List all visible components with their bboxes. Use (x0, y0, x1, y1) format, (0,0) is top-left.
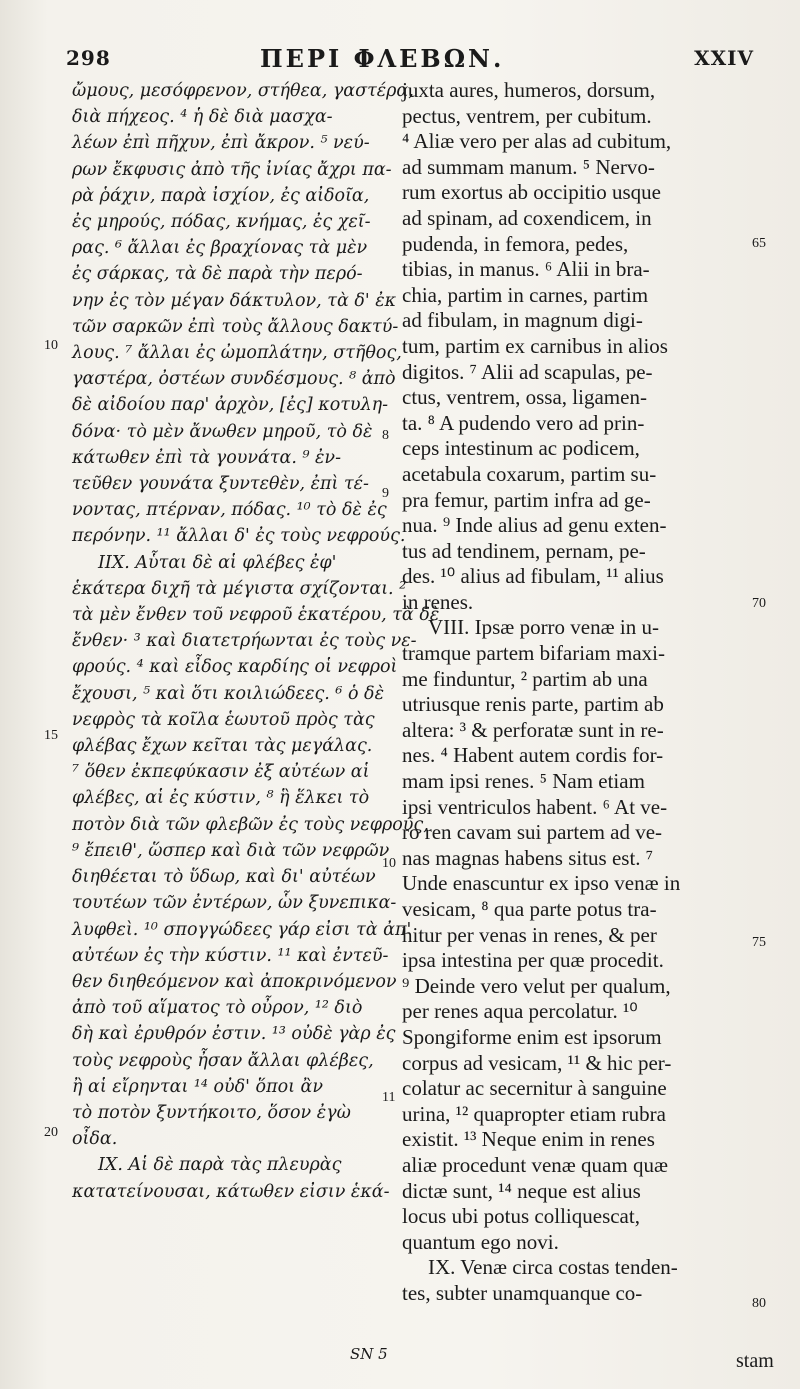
text-line: θεν διηθεόμενον καὶ ἀποκρινόμενον (72, 971, 397, 992)
text-line: γαστέρα, ὀστέων συνδέσμους. ⁸ ἀπὸ (72, 369, 396, 390)
text-line: utriusque renis parte, partim ab (402, 692, 664, 717)
text-line: Unde enascuntur ex ipso venæ in (402, 871, 681, 896)
text-line: mam ipsi renes. ⁵ Nam etiam (402, 769, 645, 794)
text-line: altera: ³ & perforatæ sunt in re- (402, 717, 664, 742)
text-line: in renes. (402, 589, 474, 614)
text-line: tum, partim ex carnibus in alios (402, 333, 668, 358)
text-line: ἐς μηρούς, πόδας, κνήμας, ἐς χεῖ- (72, 212, 371, 233)
text-line: vesicam, ⁸ qua parte potus tra- (402, 897, 657, 921)
line-number-left: 20 (44, 1125, 58, 1140)
text-line: acetabula coxarum, partim su- (402, 461, 657, 486)
text-line: nes. ⁴ Habent autem cordis for- (402, 743, 664, 768)
chapter-number: XXIV (694, 46, 754, 70)
text-line: pudenda, in femora, pedes, (402, 231, 629, 256)
text-line: τεῦθεν γουνάτα ξυντεθὲν, ἐπὶ τέ- (72, 474, 369, 495)
text-line: ὤμους, μεσόφρενον, στήθεα, γαστέρα, (72, 81, 414, 101)
text-line: me finduntur, ² partim ab una (402, 666, 648, 691)
text-line: τουτέων τῶν ἐντέρων, ὧν ξυνεπικα- (72, 893, 397, 914)
page-number: 298 (66, 46, 111, 70)
text-line: ἔχουσι, ⁵ καὶ ὅτι κοιλιώδεες. ⁶ ὁ δὲ (72, 683, 384, 704)
text-line: κάτωθεν ἐπὶ τὰ γουνάτα. ⁹ ἐν- (72, 447, 341, 468)
text-line: αὐτέων ἐς τὴν κύστιν. ¹¹ καὶ ἐντεῦ- (72, 945, 389, 966)
text-line: ad fibulam, in magnum digi- (402, 308, 643, 333)
text-line: tibias, in manus. ⁶ Alii in bra- (402, 257, 650, 282)
line-number-right: 80 (752, 1296, 766, 1311)
text-line: ἑκάτερα διχῆ τὰ μέγιστα σχίζονται. ² (72, 578, 407, 599)
text-line: locus ubi potus colliquescat, (402, 1204, 640, 1229)
text-line: existit. ¹³ Neque enim in renes (402, 1127, 655, 1152)
text-line: δὴ καὶ ἐρυθρόν ἐστιν. ¹³ οὐδὲ γὰρ ἐς (72, 1024, 396, 1045)
text-line: λέων ἐπὶ πῆχυν, ἐπὶ ἄκρον. ⁵ νεύ- (72, 133, 370, 154)
text-line: ⁹ Deinde vero velut per qualum, (402, 973, 671, 998)
line-number-right: 70 (752, 596, 766, 611)
text-line: quantum ego novi. (402, 1229, 559, 1254)
text-line: νοντας, πτέρναν, πόδας. ¹⁰ τὸ δὲ ἐς (72, 500, 387, 521)
text-line: ad summam manum. ⁵ Nervo- (402, 154, 655, 179)
text-line: φρούς. ⁴ καὶ εἶδος καρδίης οἱ νεφροὶ (72, 657, 398, 678)
text-line: aliæ procedunt venæ quam quæ (402, 1152, 668, 1177)
text-line: ipsi ventriculos habent. ⁶ At ve- (402, 794, 668, 819)
text-line: νεφρὸς τὰ κοῖλα ἑωυτοῦ πρὸς τὰς (72, 709, 375, 730)
text-line: νην ἐς τὸν μέγαν δάκτυλον, τὰ δ' ἐκ (72, 290, 397, 311)
text-line: colatur ac secernitur à sanguine (402, 1076, 667, 1101)
line-number-right: 65 (752, 236, 766, 251)
text-line: λους. ⁷ ἄλλαι ἐς ὠμοπλάτην, στῆθος, (72, 343, 402, 364)
text-line: ipsa intestina per quæ procedit. (402, 948, 664, 973)
text-line: τοὺς νεφροὺς ἦσαν ἄλλαι φλέβες, (72, 1050, 374, 1071)
line-number-right: 75 (752, 935, 766, 950)
text-line: ἐς σάρκας, τὰ δὲ παρὰ τὴν περό- (72, 264, 363, 285)
text-line: des. ¹⁰ alius ad fibulam, ¹¹ alius (402, 564, 664, 589)
text-line: φλέβες, αἱ ἐς κύστιν, ⁸ ἣ ἕλκει τὸ (72, 788, 370, 809)
text-line: per renes aqua percolatur. ¹⁰ (402, 999, 638, 1024)
text-line: tes, subter unamquanque co- (402, 1280, 643, 1305)
text-line: ⁷ ὅθεν ἐκπεφύκασιν ἐξ αὐτέων αἱ (72, 762, 370, 783)
text-line: hitur per venas in renes, & per (402, 922, 657, 947)
text-line: chia, partim in carnes, partim (402, 282, 649, 307)
text-line: οἶδα. (72, 1129, 118, 1150)
text-line: ro ren cavam sui partem ad ve- (402, 820, 663, 845)
text-line: tramque partem bifariam maxi- (402, 641, 665, 666)
text-line: nua. ⁹ Inde alius ad genu exten- (402, 513, 667, 538)
text-line: Spongiforme enim est ipsorum (402, 1024, 662, 1049)
text-line: ta. ⁸ A pudendo vero ad prin- (402, 410, 645, 435)
text-line: ad spinam, ad coxendicem, in (402, 205, 652, 230)
text-line: IX. Αἱ δὲ παρὰ τὰς πλευρὰς (98, 1155, 342, 1176)
line-number-middle: 11 (382, 1090, 396, 1105)
text-line: nas magnas habens situs est. ⁷ (402, 845, 654, 870)
text-line: δόνα· τὸ μὲν ἄνωθεν μηροῦ, τὸ δὲ (72, 421, 373, 442)
line-number-left: 15 (44, 728, 58, 743)
line-number-middle: 10 (382, 856, 396, 871)
text-line: ρας. ⁶ ἄλλαι ἐς βραχίονας τὰ μὲν (72, 238, 368, 259)
text-line: IX. Venæ circa costas tenden- (428, 1255, 678, 1280)
running-title: ΠΕΡΙ ΦΛΕΒΩΝ. (260, 44, 505, 73)
text-line: pra femur, partim infra ad ge- (402, 487, 651, 512)
text-line: ρὰ ῥάχιν, παρὰ ἰσχίον, ἐς αἰδοῖα, (72, 185, 370, 206)
text-line: corpus ad vesicam, ¹¹ & hic per- (402, 1050, 672, 1075)
text-line: ⁴ Aliæ vero per alas ad cubitum, (402, 129, 672, 154)
signature-mark: SN 5 (350, 1345, 388, 1363)
text-line: ἀπὸ τοῦ αἵματος τὸ οὖρον, ¹² διὸ (72, 998, 363, 1019)
text-line: ⁹ ἔπειθ', ὥσπερ καὶ διὰ τῶν νεφρῶν (72, 840, 390, 861)
text-line: κατατείνουσαι, κάτωθεν εἰσιν ἑκά- (72, 1181, 390, 1202)
text-line: VIII. Ipsæ porro venæ in u- (428, 615, 659, 640)
text-line: τὸ ποτὸν ξυντήκοιτο, ὅσον ἐγὼ (72, 1102, 351, 1123)
text-line: IIX. Αὗται δὲ αἱ φλέβες ἐφ' (98, 552, 337, 573)
text-line: digitos. ⁷ Alii ad scapulas, pe- (402, 359, 653, 384)
latin-text-column (402, 78, 747, 1307)
text-line: φλέβας ἔχων κεῖται τὰς μεγάλας. (72, 736, 373, 757)
text-line: ρων ἔκφυσις ἀπὸ τῆς ἰνίας ἄχρι πα- (72, 159, 392, 180)
catchword: stam (736, 1350, 774, 1372)
text-line: tus ad tendinem, pernam, pe- (402, 538, 646, 563)
text-line: ἢ αἱ εἴρηνται ¹⁴ οὐδ' ὅποι ἂν (72, 1076, 324, 1097)
text-line: περόνην. ¹¹ ἄλλαι δ' ἐς τοὺς νεφρούς. (72, 526, 406, 547)
text-line: ctus, ventrem, ossa, ligamen- (402, 385, 647, 410)
text-line: ποτὸν διὰ τῶν φλεβῶν ἐς τοὺς νεφρούς, (72, 814, 429, 835)
text-line: urina, ¹² quapropter etiam rubra (402, 1101, 666, 1126)
text-line: pectus, ventrem, per cubitum. (402, 103, 652, 128)
text-line: juxta aures, humeros, dorsum, (402, 78, 656, 102)
text-line: ἔνθεν· ³ καὶ διατετρήωνται ἐς τοὺς νε- (72, 631, 417, 652)
text-line: δὲ αἰδοίου παρ' ἀρχὸν, [ἐς] κοτυλη- (72, 395, 389, 416)
running-header (60, 40, 760, 74)
text-line: τῶν σαρκῶν ἐπὶ τοὺς ἄλλους δακτύ- (72, 316, 399, 337)
text-line: τὰ μὲν ἔνθεν τοῦ νεφροῦ ἑκατέρου, τὰ δὲ (72, 605, 440, 626)
text-line: dictæ sunt, ¹⁴ neque est alius (402, 1178, 641, 1203)
text-line: διὰ πήχεος. ⁴ ἡ δὲ διὰ μασχα- (72, 107, 333, 128)
text-line: λυφθεὶ. ¹⁰ σπογγώδεες γάρ εἰσι τὰ ἀπ' (72, 919, 412, 940)
text-line: διηθέεται τὸ ὕδωρ, καὶ δι' αὐτέων (72, 867, 376, 888)
line-number-middle: 9 (382, 486, 389, 501)
text-line: rum exortus ab occipitio usque (402, 180, 661, 205)
line-number-middle: 8 (382, 428, 389, 443)
line-number-left: 10 (44, 338, 58, 353)
text-line: ceps intestinum ac podicem, (402, 436, 640, 461)
